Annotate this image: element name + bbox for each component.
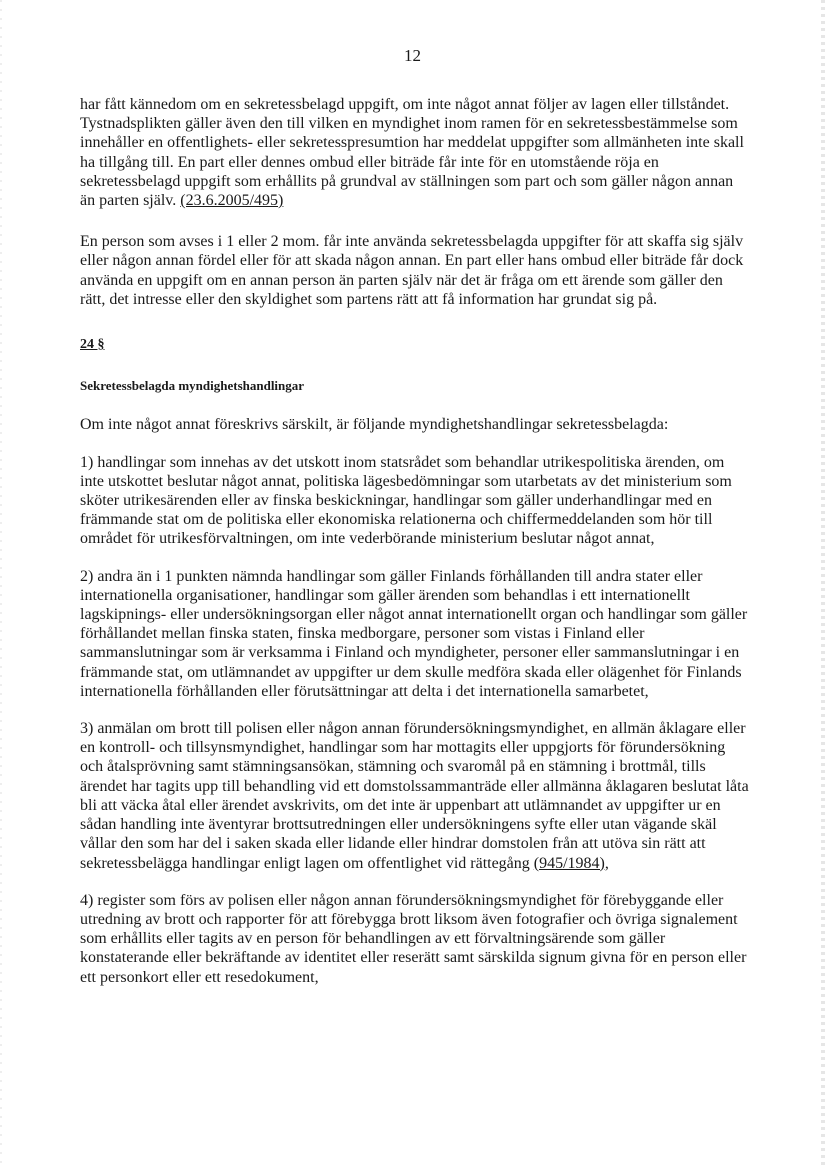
- section-title: Sekretessbelagda myndighetshandlingar: [80, 378, 305, 394]
- list-item-tail: ,: [604, 854, 609, 872]
- paragraph-confidentiality: [80, 95, 752, 210]
- law-reference-link[interactable]: (945/1984): [533, 854, 605, 872]
- list-item: [80, 719, 752, 873]
- document-body: [80, 95, 752, 987]
- list-item: 1) handlingar som innehas av det utskott inom statsrådet som behandlar utrikespolitiska ärenden, om inte utskottet beslutar något annat, politiska lägesbedömningar som utarbetats av det ministerium som sköter utrikesärenden eller av finska beskickningar, handlingar som gäller underhandlingar med en främmande stat om de politiska eller ekonomiska relationerna och chiffermeddelanden som hör till området för utrikesförvaltningen, om inte vederbörande ministerium beslutar något annat,: [80, 453, 732, 548]
- section-intro: Om inte något annat föreskrivs särskilt, är följande myndighetshandlingar sekretessbelagda:: [80, 416, 669, 434]
- list-item: 4) register som förs av polisen eller någon annan förundersökningsmyndighet för förebyggande eller utredning av brott och rapporter för att förebygga brott liksom även fotografier och övriga signalement som erhållits eller tagits av en person för behandlingen av ett förvaltningsärende som gäller konstaterande eller bekräftande av identitet eller reserätt samt särskilda signum givna för en person eller ett personkort eller ett resedokument,: [80, 891, 747, 986]
- scan-edge-left: [0, 0, 2, 1168]
- paragraph-use-restriction: En person som avses i 1 eller 2 mom. får inte använda sekretessbelagda uppgifter för att skaffa sig själv eller någon annan fördel eller för att skada någon annan. En part eller hans ombud eller biträde får dock använda en uppgift om en annan person än parten själv när det är fråga om ett ärende som gäller den rätt, det intresse eller den skyldighet som partens rätt att få information har grundat sig på.: [80, 233, 744, 308]
- section-number: 24 §: [80, 337, 105, 353]
- law-reference-link[interactable]: (23.6.2005/495): [180, 192, 284, 210]
- paragraph-text: har fått kännedom om en sekretessbelagd uppgift, om inte något annat följer av lagen eller tillståndet. Tystnadsplikten gäller även den till vilken en myndighet inom ramen för en sekretessbestämmelse som innehåller en offentlighets- eller sekretesspresumtion har meddelat uppgifter som allmänheten inte skall ha tillgång till. En part eller dennes ombud eller biträde får inte för en utomstående röja en sekretessbelagd uppgift som erhållits på grundval av ställningen som part och som gäller någon annan än parten själv.: [80, 96, 744, 210]
- list-item-text: 3) anmälan om brott till polisen eller någon annan förundersökningsmyndighet, en allmän åklagare eller en kontroll- och tillsynsmyndighet, handlingar som har mottagits eller uppgjorts för förundersökning och åtalsprövning samt stämningsansökan, stämning och svaromål på en stämning i brottmål, tills ärendet har tagits upp till behandling vid ett domstolssammanträde eller allmänna åklagaren beslutat låta bli att väcka åtal eller ärendet avskrivits, om det inte är uppenbart att utlämnandet av uppgifter ur en sådan handling inte äventyrar brottsutredningen eller undersökningens syfte eller utan vägande skäl vållar den som har del i saken skada eller lidande eller hindrar domstolen från att utöva sin rätt att sekretessbelägga handlingar enligt lagen om offentlighet vid rättegång: [80, 720, 749, 872]
- scan-edge-right: [821, 0, 825, 1168]
- list-item: 2) andra än i 1 punkten nämnda handlingar som gäller Finlands förhållanden till andra stater eller internationella organisationer, handlingar som gäller ärenden som behandlas i ett internationellt lagskipnings- eller undersökningsorgan eller något annat internationellt organ och handlingar som gäller förhållandet mellan finska staten, finska medborgare, personer som vistas i Finland eller sammanslutningar som är verksamma i Finland och myndigheter, personer eller sammanslutningar i en främmande stat, om utlämnandet av uppgifter ur dem skulle medföra skada eller olägenhet för Finlands internationella förhållanden eller förutsättningar att delta i det internationella samarbetet,: [80, 567, 748, 700]
- page-number: 12: [404, 46, 421, 65]
